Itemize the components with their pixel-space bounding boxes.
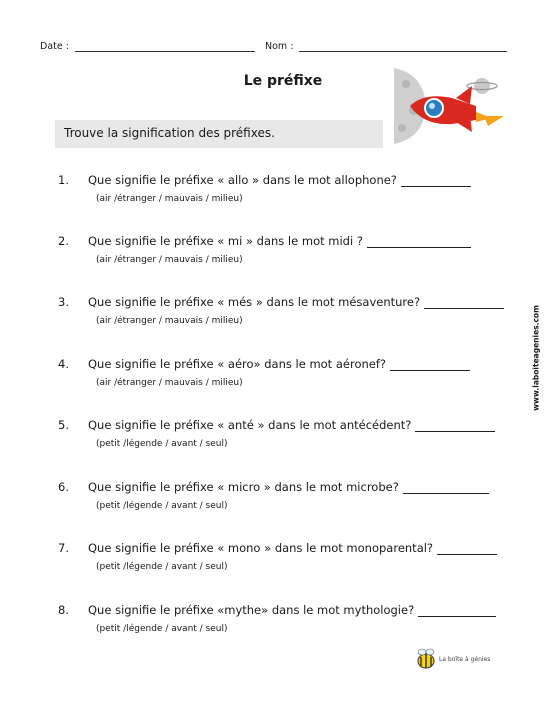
website-text: www.laboiteagenies.com <box>531 305 541 411</box>
rocket-icon <box>410 86 504 132</box>
question-text-line <box>88 541 497 555</box>
question-text-line <box>88 173 471 187</box>
question-text-line <box>88 603 496 617</box>
instruction-box <box>55 120 383 148</box>
answer-options: (air /étranger / mauvais / milieu) <box>96 316 243 326</box>
answer-blank[interactable] <box>418 605 496 617</box>
question-number: 1. <box>58 173 69 187</box>
page-title: Le préfixe <box>243 73 323 89</box>
answer-blank[interactable] <box>424 297 504 309</box>
question-number: 2. <box>58 234 69 248</box>
answer-options: (air /étranger / mauvais / milieu) <box>96 255 243 265</box>
question-number: 3. <box>58 295 69 309</box>
publisher-logo <box>415 646 505 672</box>
question-text: Que signifie le préfixe « micro » dans le mot microbe? <box>88 480 399 494</box>
question-number: 7. <box>58 541 69 555</box>
name-blank[interactable] <box>299 41 507 52</box>
question-text: Que signifie le préfixe « allo » dans le mot allophone? <box>88 173 397 187</box>
question-text-line <box>88 295 504 309</box>
instruction-text: Trouve la signification des préfixes. <box>64 126 275 140</box>
question-text: Que signifie le préfixe « mono » dans le mot monoparental? <box>88 541 434 555</box>
answer-options: (petit /légende / avant / seul) <box>96 562 228 572</box>
question-text: Que signifie le préfixe « mi » dans le mot midi ? <box>88 234 363 248</box>
bee-icon <box>415 648 437 670</box>
answer-blank[interactable] <box>367 236 471 248</box>
answer-blank[interactable] <box>401 175 471 187</box>
date-field-row <box>40 41 255 52</box>
answer-options: (petit /légende / avant / seul) <box>96 501 228 511</box>
question-number: 4. <box>58 357 69 371</box>
question-text-line <box>88 480 489 494</box>
answer-blank[interactable] <box>390 359 470 371</box>
question-text-line <box>88 234 471 248</box>
answer-options: (petit /légende / avant / seul) <box>96 439 228 449</box>
rocket-illustration <box>394 66 506 146</box>
question-number: 8. <box>58 603 69 617</box>
answer-options: (air /étranger / mauvais / milieu) <box>96 194 243 204</box>
logo-text: La boîte à génies <box>439 656 491 663</box>
name-field-row <box>265 41 507 52</box>
question-number: 5. <box>58 418 69 432</box>
answer-options: (air /étranger / mauvais / milieu) <box>96 378 243 388</box>
date-label: Date : <box>40 41 69 52</box>
question-text: Que signifie le préfixe « anté » dans le mot antécédent? <box>88 418 412 432</box>
date-blank[interactable] <box>75 41 255 52</box>
question-text-line <box>88 418 495 432</box>
website-vertical-text <box>528 303 544 413</box>
question-text: Que signifie le préfixe « més » dans le mot mésaventure? <box>88 295 421 309</box>
answer-blank[interactable] <box>403 482 489 494</box>
question-text: Que signifie le préfixe «mythe» dans le mot mythologie? <box>88 603 415 617</box>
question-text: Que signifie le préfixe « aéro» dans le mot aéronef? <box>88 357 386 371</box>
question-text-line <box>88 357 470 371</box>
answer-blank[interactable] <box>437 543 497 555</box>
answer-options: (petit /légende / avant / seul) <box>96 624 228 634</box>
question-number: 6. <box>58 480 69 494</box>
answer-blank[interactable] <box>415 420 495 432</box>
name-label: Nom : <box>265 41 294 52</box>
planet-icon <box>467 78 497 94</box>
